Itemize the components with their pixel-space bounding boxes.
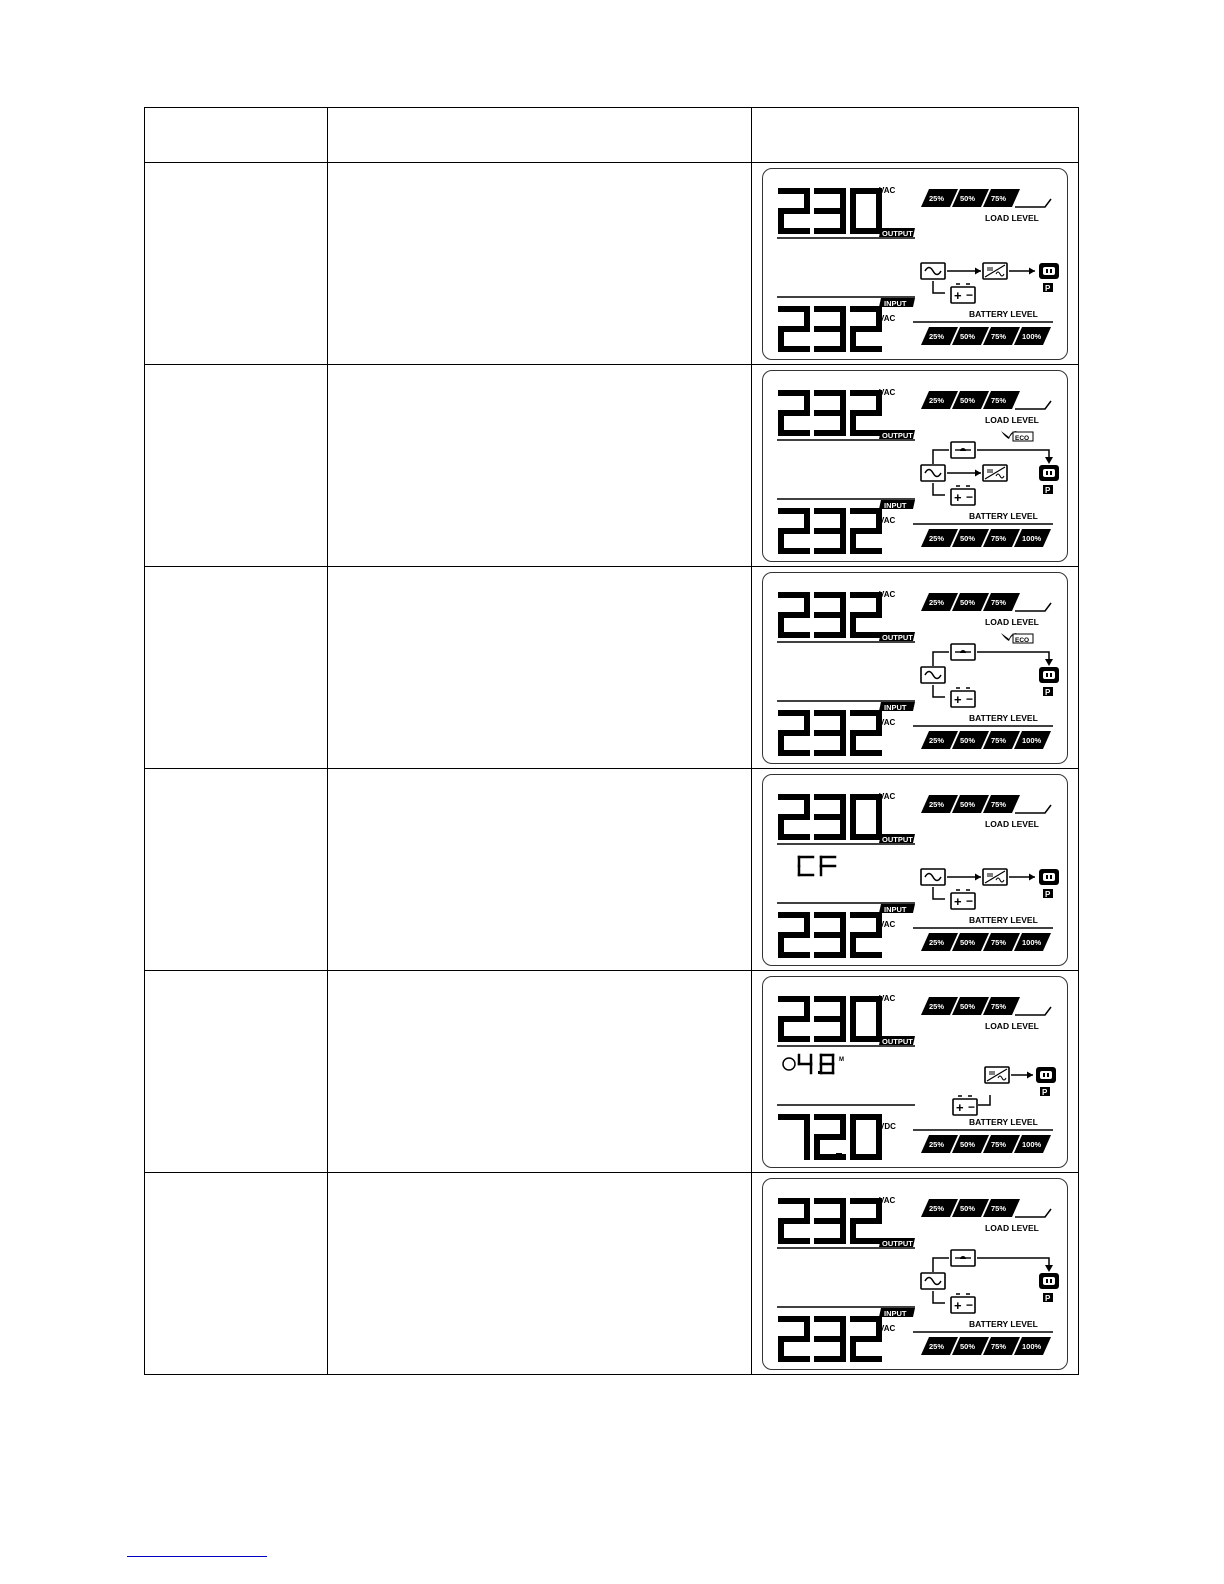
load-level-label: LOAD LEVEL <box>985 1021 1039 1031</box>
output-reading <box>781 191 879 231</box>
lcd-digit <box>781 915 807 955</box>
table-row <box>145 365 1079 567</box>
load-level-bar <box>921 189 1020 207</box>
flow-arrow <box>947 874 981 881</box>
output-tag-label: OUTPUT <box>882 633 913 642</box>
lcd-digit <box>853 511 879 551</box>
output-unit: VAC <box>879 994 896 1003</box>
output-unit: VAC <box>879 186 896 195</box>
output-unit: VAC <box>879 792 896 801</box>
output-reading <box>781 393 879 433</box>
lcd-cell <box>752 365 1079 567</box>
battery-level-label: BATTERY LEVEL <box>969 1117 1038 1127</box>
lcd-digit <box>853 915 879 955</box>
input-unit: VDC <box>879 1122 896 1131</box>
outlet-icon <box>1039 465 1059 495</box>
mode-cell <box>145 971 328 1173</box>
ac-input-icon <box>921 465 945 481</box>
flow-arrowhead <box>1045 659 1053 666</box>
table-header-row <box>145 108 1079 163</box>
outlet-p-label: P <box>1045 486 1051 495</box>
level-segment-label: 25% <box>929 736 945 745</box>
battery-minus: − <box>966 288 974 302</box>
lcd-panel <box>762 1178 1068 1370</box>
lcd-cell <box>752 1173 1079 1375</box>
battery-minus: − <box>966 692 974 706</box>
outlet-p-label: P <box>1045 890 1051 899</box>
inverter-icon <box>985 1067 1009 1083</box>
load-level-label: LOAD LEVEL <box>985 617 1039 627</box>
backup-time-unit: M <box>839 1057 844 1063</box>
load-level-label: LOAD LEVEL <box>985 819 1039 829</box>
battery-level-label: BATTERY LEVEL <box>969 1319 1038 1329</box>
level-segment-label: 25% <box>929 1204 945 1213</box>
flow-line <box>977 1258 1049 1266</box>
output-reading <box>781 797 879 837</box>
flow-line <box>933 1291 945 1303</box>
battery-plus: + <box>954 490 962 505</box>
header-lcd-display <box>752 108 1079 163</box>
lcd-digit <box>781 309 807 349</box>
load-level-bar <box>921 1199 1020 1217</box>
lcd-drawing <box>763 371 1067 561</box>
outlet-p-label: P <box>1045 284 1051 293</box>
lcd-digit <box>781 1117 807 1157</box>
description-cell <box>328 971 752 1173</box>
level-segment-label: 50% <box>960 1002 976 1011</box>
decimal-point <box>836 1153 842 1159</box>
table-row <box>145 769 1079 971</box>
lcd-cell <box>752 163 1079 365</box>
battery-plus: + <box>954 288 962 303</box>
lcd-digit <box>817 511 843 551</box>
input-reading <box>781 1117 879 1157</box>
ups-mode-table <box>144 107 1079 1375</box>
load-level-label: LOAD LEVEL <box>985 1223 1039 1233</box>
flow-line <box>977 652 1049 660</box>
flow-line <box>933 685 945 697</box>
input-unit: VAC <box>879 920 896 929</box>
description-cell <box>328 163 752 365</box>
load-level-label: LOAD LEVEL <box>985 213 1039 223</box>
load-level-bar <box>921 391 1020 409</box>
lcd-digit <box>817 191 843 231</box>
output-tag-label: OUTPUT <box>882 229 913 238</box>
lcd-digit <box>781 595 807 635</box>
level-segment-label: 25% <box>929 598 945 607</box>
inverter-icon <box>983 465 1007 481</box>
flow-line <box>977 450 1049 458</box>
input-unit: VAC <box>879 314 896 323</box>
level-segment-label: 25% <box>929 938 945 947</box>
ac-input-icon <box>921 1273 945 1289</box>
lcd-cell <box>752 971 1079 1173</box>
battery-icon <box>951 688 975 707</box>
backup-time-reading <box>799 1055 833 1073</box>
output-unit: VAC <box>879 1196 896 1205</box>
flow-arrowhead <box>1045 1265 1053 1272</box>
level-segment-label: 25% <box>929 194 945 203</box>
level-segment-label: 50% <box>960 598 976 607</box>
level-segment-label: 50% <box>960 736 976 745</box>
table-row <box>145 1173 1079 1375</box>
lcd-digit <box>853 309 879 349</box>
lcd-cell <box>752 567 1079 769</box>
flow-line <box>933 652 949 666</box>
battery-plus: + <box>954 1298 962 1313</box>
level-segment-label: 75% <box>991 598 1007 607</box>
battery-minus: − <box>966 490 974 504</box>
level-segment-label: 100% <box>1022 1342 1042 1351</box>
battery-icon <box>953 1096 977 1115</box>
table-row <box>145 971 1079 1173</box>
lcd-digit <box>853 191 879 231</box>
load-level-bar <box>921 795 1020 813</box>
battery-icon <box>951 1294 975 1313</box>
battery-level-label: BATTERY LEVEL <box>969 511 1038 521</box>
flow-arrow <box>1009 874 1035 881</box>
ac-input-icon <box>921 667 945 683</box>
battery-level-bar <box>921 529 1051 547</box>
lcd-digit <box>817 1319 843 1359</box>
level-segment-label: 100% <box>1022 938 1042 947</box>
lcd-digit <box>781 797 807 837</box>
battery-level-label: BATTERY LEVEL <box>969 915 1038 925</box>
output-reading <box>781 1201 879 1241</box>
input-reading <box>781 713 879 753</box>
header-mode <box>145 108 328 163</box>
output-tag-label: OUTPUT <box>882 431 913 440</box>
lcd-digit <box>781 1201 807 1241</box>
input-unit: VAC <box>879 516 896 525</box>
lcd-digit <box>781 511 807 551</box>
output-tag-label: OUTPUT <box>882 835 913 844</box>
flow-line <box>933 1258 949 1272</box>
outlet-p-label: P <box>1042 1088 1048 1097</box>
lcd-digit <box>817 915 843 955</box>
battery-plus: + <box>956 1100 964 1115</box>
lcd-panel <box>762 774 1068 966</box>
lcd-cell <box>752 769 1079 971</box>
level-segment-label: 75% <box>991 1342 1007 1351</box>
level-segment-label: 25% <box>929 396 945 405</box>
flow-line <box>933 281 945 293</box>
flow-line <box>933 887 945 899</box>
lcd-drawing <box>763 573 1067 763</box>
level-segment-label: 50% <box>960 396 976 405</box>
flow-line <box>933 483 945 495</box>
flow-arrow <box>947 268 981 275</box>
level-segment-label: 75% <box>991 1204 1007 1213</box>
input-tag-label: INPUT <box>884 905 907 914</box>
output-reading <box>781 999 879 1039</box>
input-reading <box>781 915 879 955</box>
input-tag-label: INPUT <box>884 1309 907 1318</box>
level-segment-label: 75% <box>991 332 1007 341</box>
inverter-icon <box>983 263 1007 279</box>
eco-label: ECO <box>1015 637 1030 644</box>
battery-level-bar <box>921 327 1051 345</box>
lcd-drawing <box>763 1179 1067 1369</box>
lcd-digit <box>821 1055 833 1073</box>
table-row <box>145 567 1079 769</box>
description-cell <box>328 365 752 567</box>
battery-plus: + <box>954 894 962 909</box>
level-segment-label: 50% <box>960 534 976 543</box>
output-reading <box>781 595 879 635</box>
description-cell <box>328 769 752 971</box>
mode-cell <box>145 567 328 769</box>
level-segment-label: 75% <box>991 1002 1007 1011</box>
lcd-digit <box>781 713 807 753</box>
footer-link-underline <box>127 1556 267 1557</box>
lcd-digit <box>853 393 879 433</box>
lcd-digit <box>817 797 843 837</box>
level-segment-label: 100% <box>1022 332 1042 341</box>
lcd-digit <box>853 595 879 635</box>
lcd-digit <box>781 191 807 231</box>
level-segment-label: 25% <box>929 332 945 341</box>
level-segment-label: 100% <box>1022 1140 1042 1149</box>
battery-minus: − <box>966 894 974 908</box>
lcd-digit <box>781 999 807 1039</box>
level-segment-label: 100% <box>1022 736 1042 745</box>
load-level-label: LOAD LEVEL <box>985 415 1039 425</box>
flow-arrow <box>1009 268 1035 275</box>
input-unit: VAC <box>879 718 896 727</box>
bypass-icon <box>951 644 975 660</box>
output-unit: VAC <box>879 590 896 599</box>
level-segment-label: 75% <box>991 194 1007 203</box>
lcd-digit <box>821 857 835 875</box>
outlet-p-label: P <box>1045 688 1051 697</box>
lcd-digit <box>853 1319 879 1359</box>
lcd-digit <box>799 1055 811 1073</box>
level-segment-label: 25% <box>929 1140 945 1149</box>
outlet-icon <box>1039 869 1059 899</box>
load-level-tail <box>1015 1209 1051 1217</box>
lcd-drawing <box>763 775 1067 965</box>
battery-level-bar <box>921 933 1051 951</box>
lcd-digit <box>853 1117 879 1157</box>
ac-input-icon <box>921 869 945 885</box>
lcd-drawing <box>763 977 1067 1167</box>
lcd-digit <box>817 595 843 635</box>
level-segment-label: 100% <box>1022 534 1042 543</box>
input-reading <box>781 1319 879 1359</box>
load-level-bar <box>921 593 1020 611</box>
input-tag-label: INPUT <box>884 501 907 510</box>
battery-level-label: BATTERY LEVEL <box>969 309 1038 319</box>
level-segment-label: 50% <box>960 194 976 203</box>
level-segment-label: 50% <box>960 332 976 341</box>
mode-cell <box>145 365 328 567</box>
battery-icon <box>951 890 975 909</box>
lcd-digit <box>817 1201 843 1241</box>
lcd-digit <box>781 1319 807 1359</box>
lcd-digit <box>817 1117 843 1157</box>
load-level-bar <box>921 997 1020 1015</box>
outlet-icon <box>1039 263 1059 293</box>
input-tag-label: INPUT <box>884 299 907 308</box>
battery-icon <box>951 486 975 505</box>
lcd-panel <box>762 976 1068 1168</box>
level-segment-label: 75% <box>991 534 1007 543</box>
lcd-panel <box>762 370 1068 562</box>
lcd-panel <box>762 572 1068 764</box>
eco-label: ECO <box>1015 435 1030 442</box>
input-reading <box>781 511 879 551</box>
lcd-digit <box>817 393 843 433</box>
battery-minus: − <box>968 1100 976 1114</box>
level-segment-label: 50% <box>960 1204 976 1213</box>
bypass-icon <box>951 1250 975 1266</box>
description-cell <box>328 1173 752 1375</box>
outlet-icon <box>1039 1273 1059 1303</box>
flow-line <box>978 1095 990 1105</box>
level-segment-label: 75% <box>991 938 1007 947</box>
input-reading <box>781 309 879 349</box>
mode-cell <box>145 163 328 365</box>
battery-level-bar <box>921 1337 1051 1355</box>
level-segment-label: 25% <box>929 534 945 543</box>
lcd-drawing <box>763 169 1067 359</box>
battery-plus: + <box>954 692 962 707</box>
battery-minus: − <box>966 1298 974 1312</box>
level-segment-label: 75% <box>991 1140 1007 1149</box>
flow-arrowhead <box>1045 457 1053 464</box>
flow-line <box>933 450 949 464</box>
lcd-digit <box>817 999 843 1039</box>
lcd-digit <box>853 1201 879 1241</box>
outlet-p-label: P <box>1045 1294 1051 1303</box>
lcd-digit <box>853 797 879 837</box>
level-segment-label: 75% <box>991 800 1007 809</box>
level-segment-label: 75% <box>991 736 1007 745</box>
input-tag-label: INPUT <box>884 703 907 712</box>
table-row <box>145 163 1079 365</box>
level-segment-label: 50% <box>960 1342 976 1351</box>
level-segment-label: 25% <box>929 800 945 809</box>
battery-level-label: BATTERY LEVEL <box>969 713 1038 723</box>
lcd-digit <box>781 393 807 433</box>
level-segment-label: 25% <box>929 1342 945 1351</box>
bypass-icon <box>951 442 975 458</box>
level-segment-label: 25% <box>929 1002 945 1011</box>
output-tag-label: OUTPUT <box>882 1037 913 1046</box>
header-description <box>328 108 752 163</box>
outlet-icon <box>1036 1067 1056 1097</box>
lcd-digit <box>799 857 813 875</box>
lcd-digit <box>853 713 879 753</box>
mode-cell <box>145 1173 328 1375</box>
load-level-tail <box>1015 1007 1051 1015</box>
battery-level-bar <box>921 731 1051 749</box>
ac-input-icon <box>921 263 945 279</box>
battery-level-bar <box>921 1135 1051 1153</box>
level-segment-label: 75% <box>991 396 1007 405</box>
level-segment-label: 50% <box>960 800 976 809</box>
lcd-digit <box>817 309 843 349</box>
inverter-icon <box>983 869 1007 885</box>
flow-arrow <box>1011 1072 1033 1079</box>
lcd-digit <box>853 999 879 1039</box>
battery-icon <box>951 284 975 303</box>
lcd-digit <box>817 713 843 753</box>
output-unit: VAC <box>879 388 896 397</box>
outlet-icon <box>1039 667 1059 697</box>
load-level-tail <box>1015 199 1051 207</box>
description-cell <box>328 567 752 769</box>
lcd-panel <box>762 168 1068 360</box>
load-level-tail <box>1015 401 1051 409</box>
load-level-tail <box>1015 805 1051 813</box>
decimal-point <box>818 1071 821 1074</box>
level-segment-label: 50% <box>960 938 976 947</box>
fault-code-reading <box>799 857 835 875</box>
input-unit: VAC <box>879 1324 896 1333</box>
level-segment-label: 50% <box>960 1140 976 1149</box>
load-level-tail <box>1015 603 1051 611</box>
output-tag-label: OUTPUT <box>882 1239 913 1248</box>
mode-cell <box>145 769 328 971</box>
flow-arrow <box>947 470 981 477</box>
timer-icon <box>783 1058 795 1070</box>
